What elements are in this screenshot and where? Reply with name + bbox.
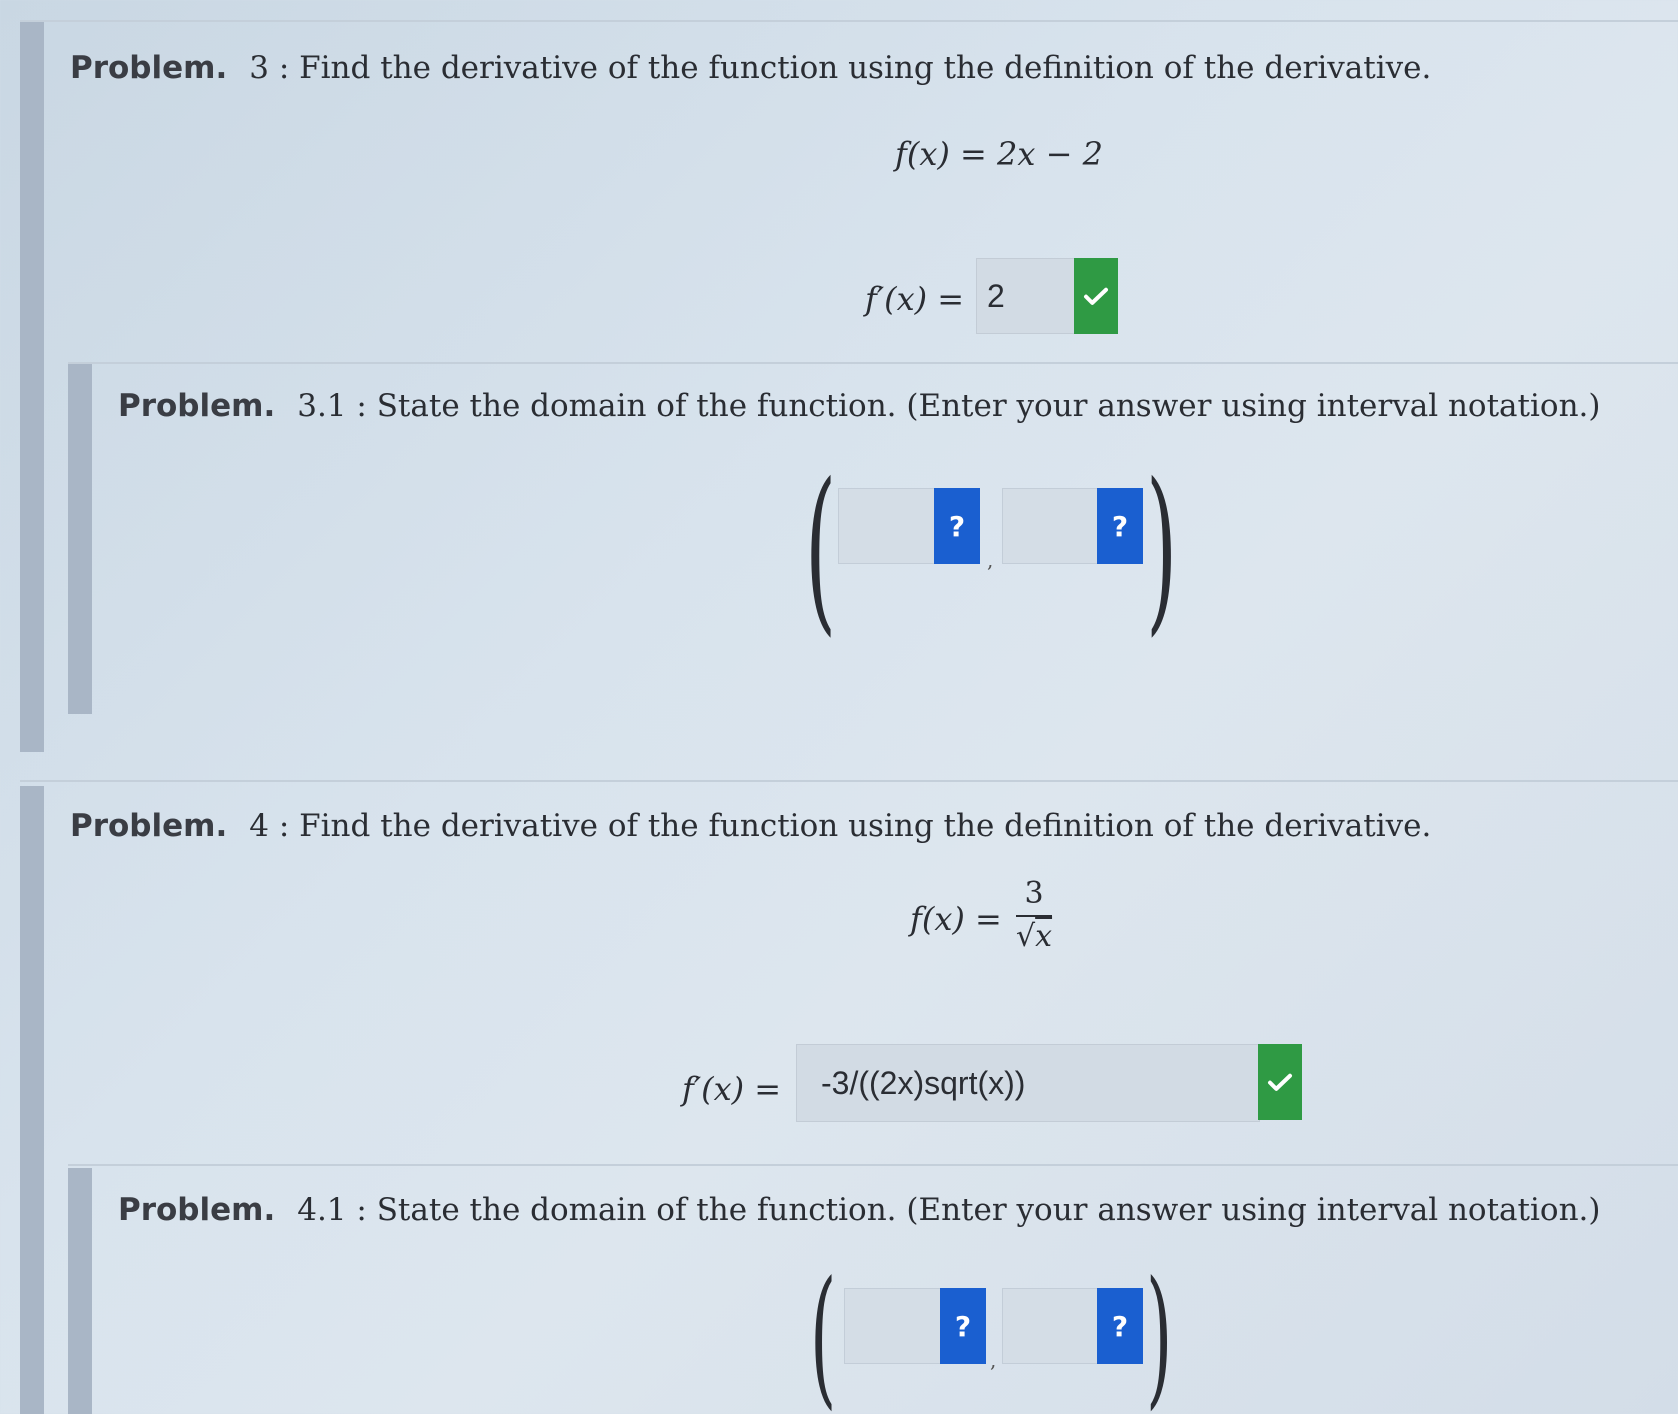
problem-3-side-bar <box>20 22 44 752</box>
question-icon: ? <box>948 509 966 543</box>
problem-3-function: f(x) = 2x − 2 <box>895 135 1103 173</box>
interval-comma: , <box>987 548 994 572</box>
fraction-denominator: √x <box>1016 919 1053 954</box>
problem-3-heading <box>70 50 1431 86</box>
domain-upper-input[interactable] <box>1002 488 1100 564</box>
close-paren: ) <box>1146 445 1178 652</box>
answer-value: -3/((2x)sqrt(x)) <box>821 1064 1026 1101</box>
domain-lower-help-button[interactable] <box>934 488 980 564</box>
problem-3-1-side-bar <box>68 364 92 714</box>
check-icon <box>1265 1067 1295 1097</box>
check-icon <box>1081 281 1111 311</box>
domain-lower-input[interactable] <box>844 1288 942 1364</box>
open-paren: ( <box>810 1250 837 1414</box>
problem-label: Problem. <box>70 50 228 86</box>
problem-3-answer-input[interactable] <box>976 258 1076 334</box>
problem-text: : State the domain of the function. (Enter your answer using interval notation.) <box>346 1192 1601 1228</box>
problem-text: : Find the derivative of the function using the definition of the derivative. <box>268 50 1432 86</box>
problem-4-1-side-bar <box>68 1168 92 1414</box>
problem-number: 3 <box>249 50 269 86</box>
answer-value: 2 <box>987 277 1005 314</box>
problem-3-derivative-lhs: f′(x) = <box>865 280 965 318</box>
question-icon: ? <box>1111 509 1129 543</box>
domain-upper-help-button[interactable] <box>1097 1288 1143 1364</box>
fraction-numerator: 3 <box>1016 876 1052 917</box>
close-paren: ) <box>1146 1250 1173 1414</box>
problem-text: : Find the derivative of the function using the definition of the derivative. <box>268 808 1432 844</box>
problem-label: Problem. <box>70 808 228 844</box>
domain-lower-input[interactable] <box>838 488 936 564</box>
problem-3-check-badge <box>1074 258 1118 334</box>
question-icon: ? <box>1111 1309 1129 1343</box>
question-icon: ? <box>954 1309 972 1343</box>
problem-4-side-bar <box>20 786 44 1414</box>
problem-4-derivative-lhs: f′(x) = <box>682 1070 782 1108</box>
domain-upper-input[interactable] <box>1002 1288 1100 1364</box>
problem-4-1-heading <box>118 1192 1601 1228</box>
problem-4-answer-input[interactable] <box>796 1044 1260 1122</box>
problem-number: 3.1 <box>297 388 347 424</box>
problem-3-1-heading <box>118 388 1601 424</box>
problem-4-heading <box>70 808 1431 844</box>
problem-number: 4 <box>249 808 269 844</box>
problem-4-fraction <box>1016 876 1052 954</box>
problem-label: Problem. <box>118 1192 276 1228</box>
problem-number: 4.1 <box>297 1192 347 1228</box>
open-paren: ( <box>805 445 837 652</box>
problem-4-check-badge <box>1258 1044 1302 1120</box>
problem-text: : State the domain of the function. (Enter your answer using interval notation.) <box>346 388 1601 424</box>
interval-comma: , <box>990 1348 997 1372</box>
problem-label: Problem. <box>118 388 276 424</box>
domain-upper-help-button[interactable] <box>1097 488 1143 564</box>
domain-lower-help-button[interactable] <box>940 1288 986 1364</box>
problem-4-function-lhs: f(x) = <box>910 900 1002 938</box>
